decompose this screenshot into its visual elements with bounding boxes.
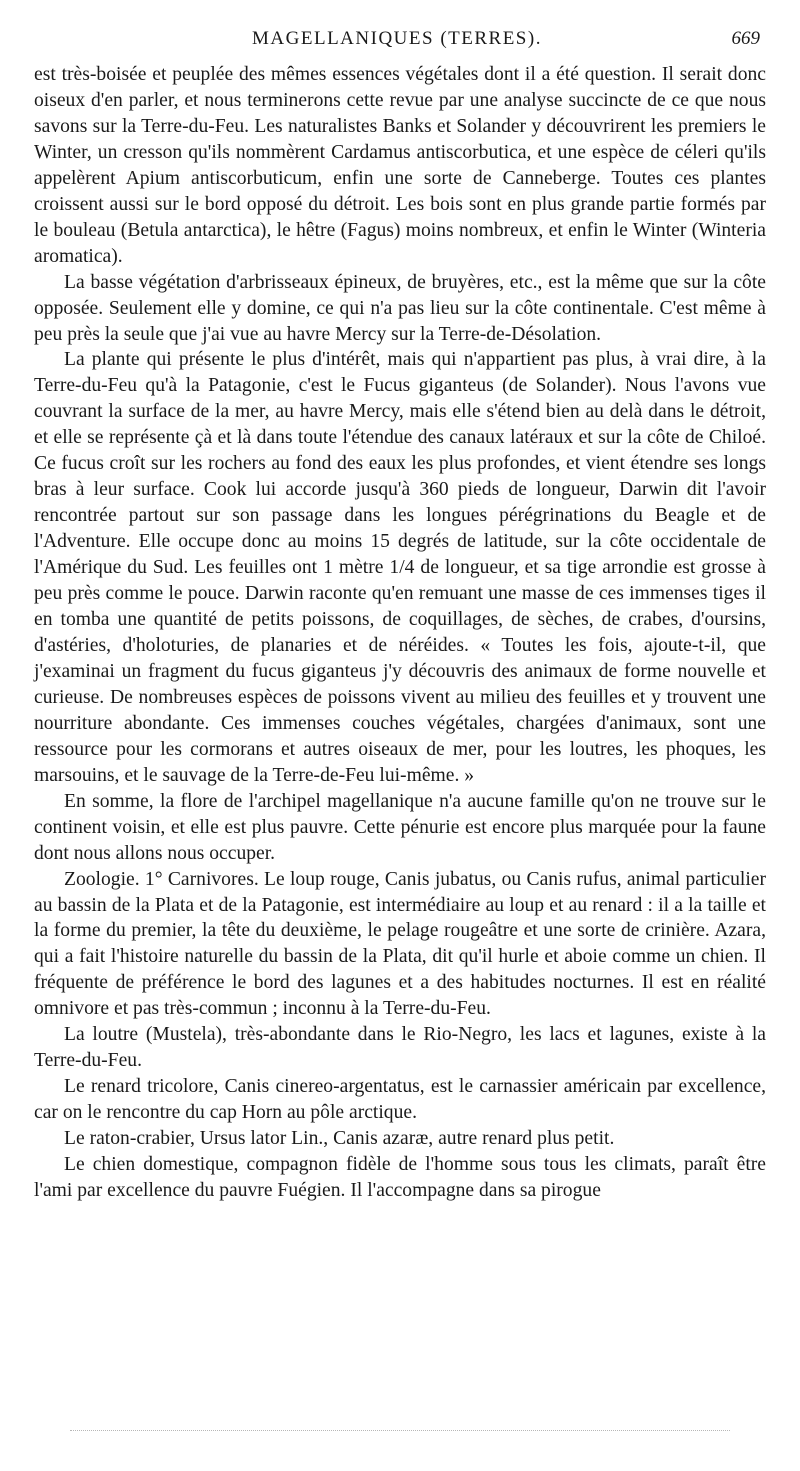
paragraph-tricolor-fox: Le renard tricolore, Canis cinereo-argentatus, est le carnassier américain par excellence, car on le rencontre du cap Horn au pôle arctique. [34, 1076, 766, 1124]
paragraph-low-vegetation: La basse végétation d'arbrisseaux épineux, de bruyères, etc., est la même que sur la côte opposée. Seulement elle y domine, ce qui n'a pas lieu sur la côte continentale. C'est même à peu près la seule que j'ai vue au havre Mercy sur la Terre-de-Désolation. [34, 271, 766, 345]
paragraph-otter: La loutre (Mustela), très-abondante dans le Rio-Negro, les lacs et lagunes, existe à la Terre-du-Feu. [34, 1024, 766, 1072]
running-head [34, 28, 760, 58]
paragraph-flora-summary: En somme, la flore de l'archipel magellanique n'a aucune famille qu'on ne trouve sur le continent voisin, et elle est plus pauvre. Cette pénurie est encore plus marquée pour la faune dont nous allons nous occuper. [34, 790, 766, 864]
running-title: MAGELLANIQUES (TERRES). [252, 28, 542, 49]
paragraph-winter-flora: est très-boisée et peuplée des mêmes essences végétales dont il a été question. Il serait donc oiseux d'en parler, et nous terminerons cette revue par une analyse succincte de ce que nous savons sur la Terre-du-Feu. Les naturalistes Banks et Solander y découvrirent les premiers le Winter, un cresson qu'ils nommèrent Cardamus antiscorbutica, et une espèce de céleri qu'ils appelèrent Apium antiscorbuticum, enfin une sorte de Canneberge. Toutes ces plantes croissent aussi sur le bord opposé du détroit. Les bois sont en plus grande partie formés par le bouleau (Betula antarctica), le hêtre (Fagus) moins nombreux, et enfin le Winter (Winteria aromatica). [34, 64, 766, 267]
bottom-scan-mark [70, 1430, 730, 1431]
page-number: 669 [731, 28, 760, 49]
paragraph-crab-raccoon: Le raton-crabier, Ursus lator Lin., Canis azaræ, autre renard plus petit. [64, 1128, 615, 1150]
paragraph-fucus-giganteus: La plante qui présente le plus d'intérêt, mais qui n'appartient pas plus, à vrai dire, à la Terre-du-Feu qu'à la Patagonie, c'est le Fucus giganteus (de Solander). Nous l'avons vue couvrant la surface de la mer, au havre Mercy, mais elle s'étend bien au delà dans le détroit, et elle se représente çà et là dans toute l'étendue des canaux latéraux et sur la côte de Chiloé. Ce fucus croît sur les rochers au fond des eaux les plus profondes, et vient étendre ses longs bras à leur surface. Cook lui accorde jusqu'à 360 pieds de longueur, Darwin dit l'avoir rencontrée partout sur son passage dans les longues pérégrinations du Beagle et de l'Adventure. Elle occupe donc au moins 15 degrés de latitude, sur la côte occidentale de l'Amérique du Sud. Les feuilles ont 1 mètre 1/4 de longueur, et sa tige arrondie est grosse à peu près comme le pouce. Darwin raconte qu'en remuant une masse de ces immenses tiges il en tomba une quantité de petits poissons, de coquillages, de sèches, de crabes, d'oursins, d'astéries, d'holoturies, de planaries et de néréides. « Toutes les fois, ajoute-t-il, que j'examinai un fragment du fucus giganteus j'y découvris des animaux de forme nouvelle et curieuse. De nombreuses espèces de poissons vivent au milieu des feuilles et y trouvent une nourriture abondante. Ces immenses couches végétales, chargées d'animaux, sont une ressource pour les cormorans et autres oiseaux de mer, pour les loutres, les phoques, les marsouins, et le sauvage de la Terre-de-Feu lui-même. » [34, 349, 766, 786]
paragraph-zoology-carnivores: Zoologie. 1° Carnivores. Le loup rouge, Canis jubatus, ou Canis rufus, animal particulier au bassin de la Plata et de la Patagonie, est intermédiaire au loup et au renard : il a la taille et la forme du premier, la tête du deuxième, le pelage rougeâtre et une sorte de crinière. Azara, qui a fait l'histoire naturelle du bassin de la Plata, dit qu'il hurle et aboie comme un chien. Il fréquente de préférence le bord des lagunes et a des habitudes nocturnes. Il est en réalité omnivore et pas très-commun ; inconnu à la Terre-du-Feu. [34, 868, 766, 1020]
paragraph-domestic-dog: Le chien domestique, compagnon fidèle de l'homme sous tous les climats, paraît être l'ami par excellence du pauvre Fuégien. Il l'accompagne dans sa pirogue [34, 1154, 766, 1201]
body-text [34, 62, 766, 1204]
